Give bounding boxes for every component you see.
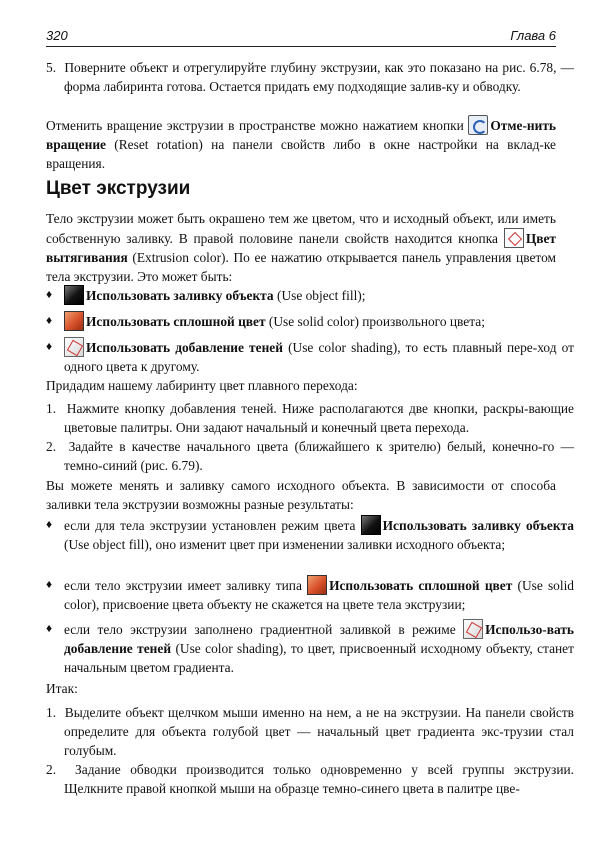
bullet-icon: ♦ (46, 621, 53, 635)
solid-color-icon (307, 575, 327, 595)
object-fill-icon (64, 285, 84, 305)
final-step-2: 2. Задание обводки производится только одновременно у всей группы экструзии. Щелкните правой кнопкой мыши на образце темно-синего цвета в палитре цве- (46, 762, 575, 796)
option-solid-color: ♦ Использовать сплошной цвет (Use solid color) произвольного цвета; (46, 313, 485, 329)
option-object-fill: ♦ Использовать заливку объекта (Use object fill); (46, 287, 366, 303)
bullet-icon: ♦ (46, 517, 53, 531)
page-number: 320 (46, 28, 68, 43)
so-label: Итак: (46, 681, 78, 696)
bullet-icon: ♦ (46, 287, 53, 301)
result-solid-color: ♦ если тело экструзии имеет заливку типа Использовать сплошной цвет (Use solid color), присвоение цвета объекту не скажется на цвете тела экструзии; (46, 577, 574, 612)
step-2: 2. Задайте в качестве начального цвета (ближайшего к зрителю) белый, конечно-го — темно-синий (рис. 6.79). (46, 439, 574, 473)
extrusion-color-paragraph: Тело экструзии может быть окрашено тем же цветом, что и исходный объект, или иметь собственную заливку. В правой половине панели свойств находится кнопка Цвет вытягивания (Extrusion color). По ее нажатию открывается панель управления цветом тела экструзии. Это может быть: (46, 211, 556, 284)
extrusion-color-icon (504, 228, 524, 248)
fill-results-paragraph: Вы можете менять и заливку самого исходного объекта. В зависимости от способа заливки тела экструзии возможны разные результаты: (46, 478, 556, 512)
option-color-shading: ♦ Использовать добавление теней (Use color shading), то есть плавный пере-ход от одного цвета к другому. (46, 339, 574, 374)
reset-rotation-paragraph: Отменить вращение экструзии в пространстве можно нажатием кнопки Отме-нить вращение (Reset rotation) на панели свойств либо в окне настройки на вклад-ке вращения. (46, 115, 556, 173)
page-header (46, 24, 556, 47)
reset-rotation-icon (468, 115, 488, 135)
list-item-5: 5. Поверните объект и отрегулируйте глубину экструзии, как это показано на рис. 6.78, — форма лабиринта готова. Остается придать ему подходящие залив-ку и обводку. (46, 60, 574, 94)
color-shading-icon (463, 619, 483, 639)
bullet-icon: ♦ (46, 313, 53, 327)
object-fill-icon (361, 515, 381, 535)
chapter-title: Глава 6 (510, 28, 556, 43)
solid-color-icon (64, 311, 84, 331)
result-color-shading: ♦ если тело экструзии заполнено градиентной заливкой в режиме Использо-вать добавление теней (Use color shading), то цвет, присвоенный исходному объекту, станет начальным цветом градиента. (46, 621, 574, 675)
bullet-icon: ♦ (46, 339, 53, 353)
section-title: Цвет экструзии (46, 178, 191, 199)
step-1: 1. Нажмите кнопку добавления теней. Ниже располагаются две кнопки, раскры-вающие цветовые палитры. Они задают начальный и конечный цвета перехода. (46, 401, 574, 435)
color-shading-icon (64, 337, 84, 357)
final-step-1: 1. Выделите объект щелчком мыши именно на нем, а не на экструзии. На панели свойств определите для объекта голубой цвет — начальный цвет градиента экс-трузии стал голубым. (46, 705, 574, 758)
result-object-fill: ♦ если для тела экструзии установлен режим цвета Использовать заливку объекта (Use object fill), оно изменит цвет при изменении заливки исходного объекта; (46, 517, 574, 552)
gradient-intro: Придадим нашему лабиринту цвет плавного перехода: (46, 378, 358, 393)
bullet-icon: ♦ (46, 577, 53, 591)
